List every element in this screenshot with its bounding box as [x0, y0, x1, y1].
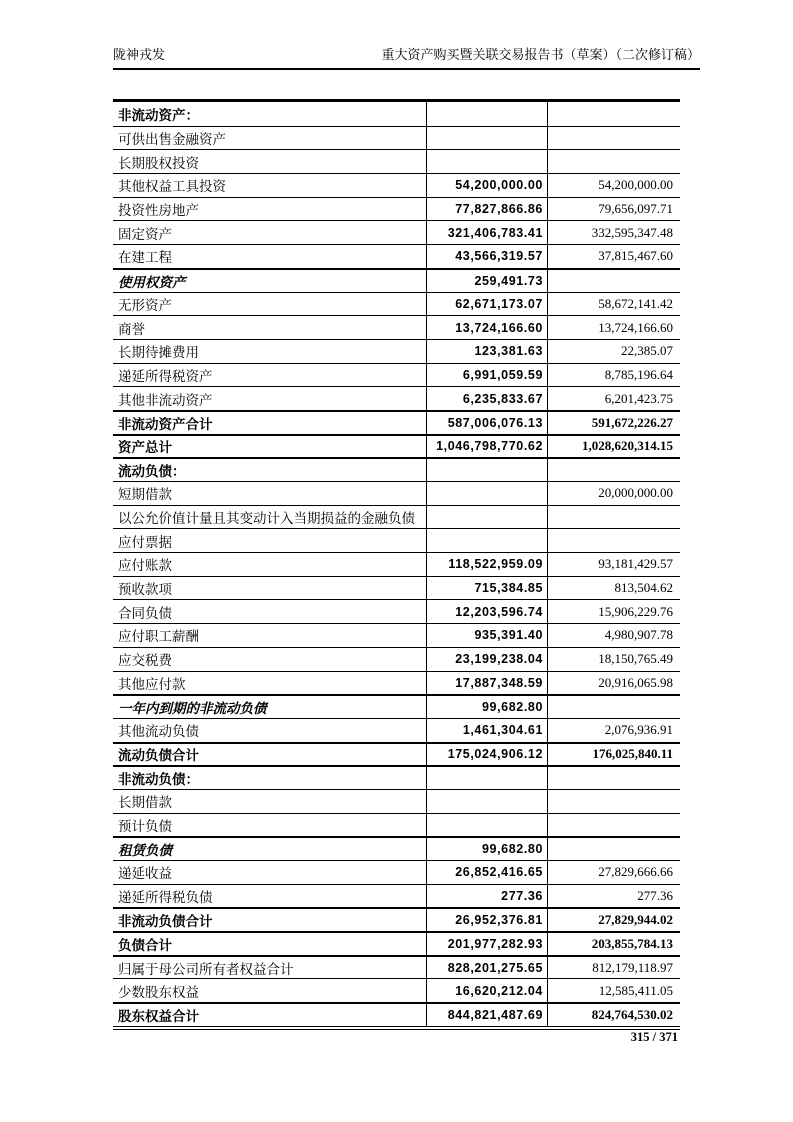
row-value-current: 715,384.85 — [427, 577, 548, 600]
table-row — [113, 978, 680, 1002]
row-label: 商誉 — [113, 316, 427, 339]
row-label: 其他非流动资产 — [113, 387, 427, 410]
row-label: 预计负债 — [113, 814, 427, 837]
row-value-prior — [548, 696, 680, 718]
table-row — [113, 742, 680, 766]
row-label: 其他应付款 — [113, 672, 427, 695]
row-label: 固定资产 — [113, 221, 427, 244]
table-row — [113, 813, 680, 837]
row-label: 其他权益工具投资 — [113, 174, 427, 197]
row-value-current: 123,381.63 — [427, 340, 548, 363]
row-label: 应付账款 — [113, 553, 427, 576]
table-row — [113, 836, 680, 860]
header-company-name: 陇神戎发 — [113, 47, 166, 62]
row-value-current: 23,199,238.04 — [427, 648, 548, 671]
row-value-prior: 13,724,166.60 — [598, 319, 673, 335]
row-value-prior: 22,385.07 — [621, 343, 673, 359]
row-label: 流动负债合计 — [113, 744, 427, 766]
table-row — [113, 220, 680, 244]
row-value-prior — [548, 150, 680, 173]
row-value-current: 6,235,833.67 — [427, 387, 548, 410]
table-row — [113, 173, 680, 197]
row-value-prior: 824,764,530.02 — [591, 1006, 673, 1022]
row-value-prior — [548, 814, 680, 837]
row-value-current: 99,682.80 — [427, 838, 548, 860]
row-value-prior: 812,179,118.97 — [592, 959, 673, 975]
row-label: 股东权益合计 — [113, 1004, 427, 1026]
row-value-prior: 277.36 — [637, 888, 673, 904]
row-value-prior — [548, 270, 680, 292]
table-row — [113, 102, 680, 126]
table-row — [113, 528, 680, 552]
table-row — [113, 268, 680, 292]
row-value-prior: 813,504.62 — [614, 580, 673, 596]
table-row — [113, 457, 680, 481]
row-value-current: 12,203,596.74 — [427, 600, 548, 623]
row-value-current: 201,977,282.93 — [427, 933, 548, 955]
row-value-prior: 20,000,000.00 — [598, 485, 673, 501]
row-label: 投资性房地产 — [113, 198, 427, 221]
row-value-prior: 2,076,936.91 — [604, 722, 673, 738]
row-value-prior: 27,829,944.02 — [598, 912, 673, 928]
row-value-prior — [548, 767, 680, 789]
row-value-current — [427, 127, 548, 150]
row-label: 长期借款 — [113, 790, 427, 813]
table-row — [113, 552, 680, 576]
row-value-prior — [548, 838, 680, 860]
table-row — [113, 694, 680, 718]
row-value-prior: 79,656,097.71 — [598, 201, 673, 217]
row-value-prior: 54,200,000.00 — [598, 177, 673, 193]
row-value-current — [427, 814, 548, 837]
table-row — [113, 955, 680, 979]
table-row — [113, 386, 680, 410]
row-value-prior: 37,815,467.60 — [598, 248, 673, 264]
row-value-prior: 27,829,666.66 — [598, 864, 673, 880]
table-row — [113, 671, 680, 695]
row-label: 无形资产 — [113, 293, 427, 316]
row-label: 非流动负债： — [113, 767, 427, 789]
row-value-prior — [548, 506, 680, 529]
row-value-current: 16,620,212.04 — [427, 979, 548, 1002]
row-value-current — [427, 482, 548, 505]
row-label: 可供出售金融资产 — [113, 127, 427, 150]
row-label: 一年内到期的非流动负债 — [113, 696, 427, 718]
row-value-prior: 6,201,423.75 — [604, 390, 673, 406]
page-header — [113, 47, 700, 70]
table-row — [113, 647, 680, 671]
table-row — [113, 339, 680, 363]
row-value-prior: 591,672,226.27 — [591, 414, 673, 430]
row-value-current: 17,887,348.59 — [427, 672, 548, 695]
row-value-prior — [548, 127, 680, 150]
table-row — [113, 789, 680, 813]
row-label: 短期借款 — [113, 482, 427, 505]
row-label: 应付票据 — [113, 529, 427, 552]
row-value-current — [427, 102, 548, 126]
row-label: 归属于母公司所有者权益合计 — [113, 957, 427, 979]
row-value-current: 175,024,906.12 — [427, 744, 548, 766]
row-label: 流动负债： — [113, 459, 427, 481]
table-row — [113, 884, 680, 908]
row-label: 应交税费 — [113, 648, 427, 671]
row-value-current: 6,991,059.59 — [427, 364, 548, 387]
row-label: 少数股东权益 — [113, 979, 427, 1002]
row-value-prior: 4,980,907.78 — [604, 627, 673, 643]
row-value-prior: 20,916,065.98 — [598, 674, 673, 690]
row-value-current — [427, 767, 548, 789]
row-value-prior — [548, 102, 680, 126]
table-row — [113, 126, 680, 150]
table-row — [113, 860, 680, 884]
row-value-current: 13,724,166.60 — [427, 316, 548, 339]
row-label: 负债合计 — [113, 933, 427, 955]
row-value-prior — [548, 529, 680, 552]
row-value-current: 1,461,304.61 — [427, 719, 548, 742]
row-label: 资产总计 — [113, 436, 427, 458]
row-value-prior: 1,028,620,314.15 — [582, 438, 673, 454]
table-row — [113, 197, 680, 221]
table-row — [113, 599, 680, 623]
page-number: 315 / 371 — [630, 1030, 678, 1044]
row-value-current: 935,391.40 — [427, 624, 548, 647]
balance-sheet-table — [113, 99, 680, 1030]
table-row — [113, 505, 680, 529]
row-value-prior: 176,025,840.11 — [592, 746, 673, 762]
row-value-current: 118,522,959.09 — [427, 553, 548, 576]
row-label: 在建工程 — [113, 245, 427, 268]
row-label: 非流动资产合计 — [113, 412, 427, 434]
row-value-current — [427, 529, 548, 552]
row-label: 长期待摊费用 — [113, 340, 427, 363]
row-label: 非流动资产： — [113, 102, 427, 126]
row-value-current: 77,827,866.86 — [427, 198, 548, 221]
table-row — [113, 623, 680, 647]
row-value-prior: 12,585,411.05 — [598, 982, 673, 998]
table-row — [113, 315, 680, 339]
row-value-prior: 8,785,196.64 — [604, 366, 673, 382]
row-value-current: 43,566,319.57 — [427, 245, 548, 268]
table-row — [113, 1002, 680, 1026]
row-value-current: 277.36 — [427, 885, 548, 908]
table-row — [113, 363, 680, 387]
table-row — [113, 931, 680, 955]
table-row — [113, 481, 680, 505]
table-row — [113, 434, 680, 458]
row-label: 非流动负债合计 — [113, 909, 427, 931]
row-value-current: 54,200,000.00 — [427, 174, 548, 197]
row-label: 预收款项 — [113, 577, 427, 600]
row-value-current — [427, 506, 548, 529]
row-label: 合同负债 — [113, 600, 427, 623]
row-label: 使用权资产 — [113, 270, 427, 292]
row-value-prior: 15,906,229.76 — [598, 603, 673, 619]
row-value-prior: 332,595,347.48 — [591, 224, 673, 240]
row-value-current — [427, 150, 548, 173]
row-value-prior — [548, 790, 680, 813]
row-value-current: 259,491.73 — [427, 270, 548, 292]
table-row — [113, 149, 680, 173]
table-row — [113, 907, 680, 931]
row-value-current — [427, 790, 548, 813]
row-label: 其他流动负债 — [113, 719, 427, 742]
row-label: 租赁负债 — [113, 838, 427, 860]
row-label: 递延所得税负债 — [113, 885, 427, 908]
table-row — [113, 765, 680, 789]
row-label: 递延收益 — [113, 861, 427, 884]
row-label: 长期股权投资 — [113, 150, 427, 173]
row-value-prior — [548, 459, 680, 481]
row-value-prior: 58,672,141.42 — [598, 295, 673, 311]
table-row — [113, 244, 680, 268]
row-value-current: 26,852,416.65 — [427, 861, 548, 884]
table-row — [113, 410, 680, 434]
row-value-current: 828,201,275.65 — [427, 957, 548, 979]
row-value-prior: 18,150,765.49 — [598, 651, 673, 667]
row-value-current: 62,671,173.07 — [427, 293, 548, 316]
table-row — [113, 576, 680, 600]
row-value-current — [427, 459, 548, 481]
row-value-prior: 203,855,784.13 — [591, 935, 673, 951]
row-label: 以公允价值计量且其变动计入当期损益的金融负债 — [113, 506, 427, 529]
table-row — [113, 292, 680, 316]
table-row — [113, 718, 680, 742]
row-label: 递延所得税资产 — [113, 364, 427, 387]
row-value-current: 321,406,783.41 — [427, 221, 548, 244]
row-value-current: 587,006,076.13 — [427, 412, 548, 434]
row-label: 应付职工薪酬 — [113, 624, 427, 647]
row-value-current: 1,046,798,770.62 — [427, 436, 548, 458]
row-value-current: 26,952,376.81 — [427, 909, 548, 931]
row-value-prior: 93,181,429.57 — [598, 556, 673, 572]
header-report-title: 重大资产购买暨关联交易报告书（草案）（二次修订稿） — [381, 47, 700, 62]
row-value-current: 99,682.80 — [427, 696, 548, 718]
row-value-current: 844,821,487.69 — [427, 1004, 548, 1026]
